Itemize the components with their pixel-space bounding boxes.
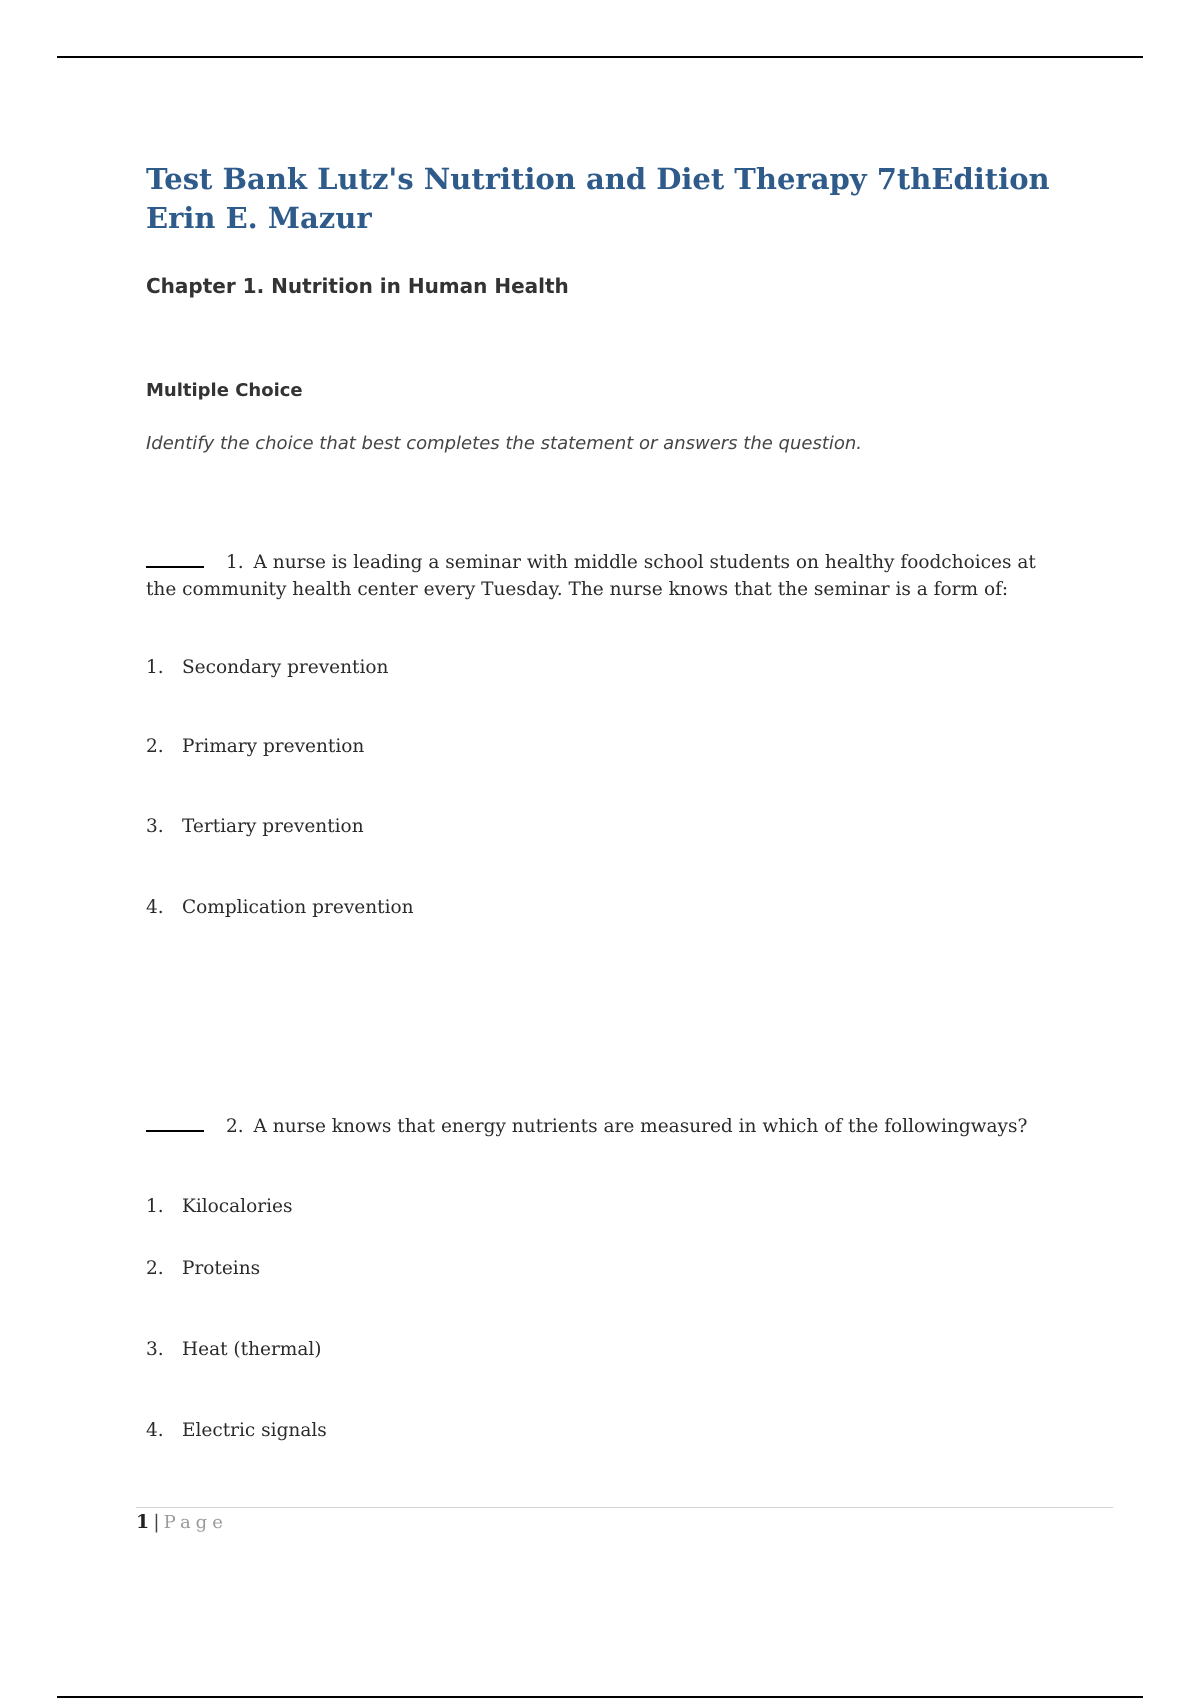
page-footer <box>136 1511 228 1533</box>
option-text: Primary prevention <box>182 736 365 757</box>
option-item <box>146 735 364 759</box>
footer-separator: | <box>153 1511 160 1533</box>
option-text: Complication prevention <box>182 897 414 918</box>
option-text: Tertiary prevention <box>182 816 364 837</box>
option-text: Heat (thermal) <box>182 1339 322 1360</box>
page-number: 1 <box>136 1511 150 1533</box>
option-number: 2. <box>146 736 164 757</box>
chapter-heading: Chapter 1. Nutrition in Human Health <box>146 274 569 298</box>
option-text: Kilocalories <box>182 1196 293 1217</box>
question-2 <box>146 1112 1046 1140</box>
option-number: 3. <box>146 1339 164 1360</box>
top-rule <box>57 56 1143 58</box>
document-title: Test Bank Lutz's Nutrition and Diet Therapy 7thEdition Erin E. Mazur <box>146 162 1050 235</box>
option-number: 4. <box>146 1420 164 1441</box>
instructions: Identify the choice that best completes the statement or answers the question. <box>146 433 863 454</box>
option-item <box>146 656 388 680</box>
answer-blank <box>146 1112 204 1132</box>
option-item <box>146 1338 322 1362</box>
option-number: 1. <box>146 1196 164 1217</box>
option-item <box>146 815 364 839</box>
option-number: 1. <box>146 657 164 678</box>
page-label: Page <box>163 1512 228 1533</box>
option-text: Secondary prevention <box>182 657 389 678</box>
option-item <box>146 1419 327 1443</box>
section-heading: Multiple Choice <box>146 380 303 401</box>
question-number: 1. <box>226 552 244 573</box>
option-item <box>146 1257 260 1281</box>
question-text: A nurse knows that energy nutrients are measured in which of the followingways? <box>253 1116 1028 1137</box>
bottom-rule <box>57 1696 1143 1698</box>
footer-rule <box>136 1507 1113 1508</box>
option-text: Electric signals <box>182 1420 327 1441</box>
option-item <box>146 896 414 920</box>
answer-blank <box>146 548 204 568</box>
question-1 <box>146 548 1046 603</box>
question-number: 2. <box>226 1116 244 1137</box>
option-number: 4. <box>146 897 164 918</box>
option-item <box>146 1195 292 1219</box>
option-number: 3. <box>146 816 164 837</box>
question-text: A nurse is leading a seminar with middle school students on healthy foodchoices at the community health center every Tuesday. The nurse knows that the seminar is a form of: <box>146 552 1036 600</box>
option-number: 2. <box>146 1258 164 1279</box>
option-text: Proteins <box>182 1258 261 1279</box>
